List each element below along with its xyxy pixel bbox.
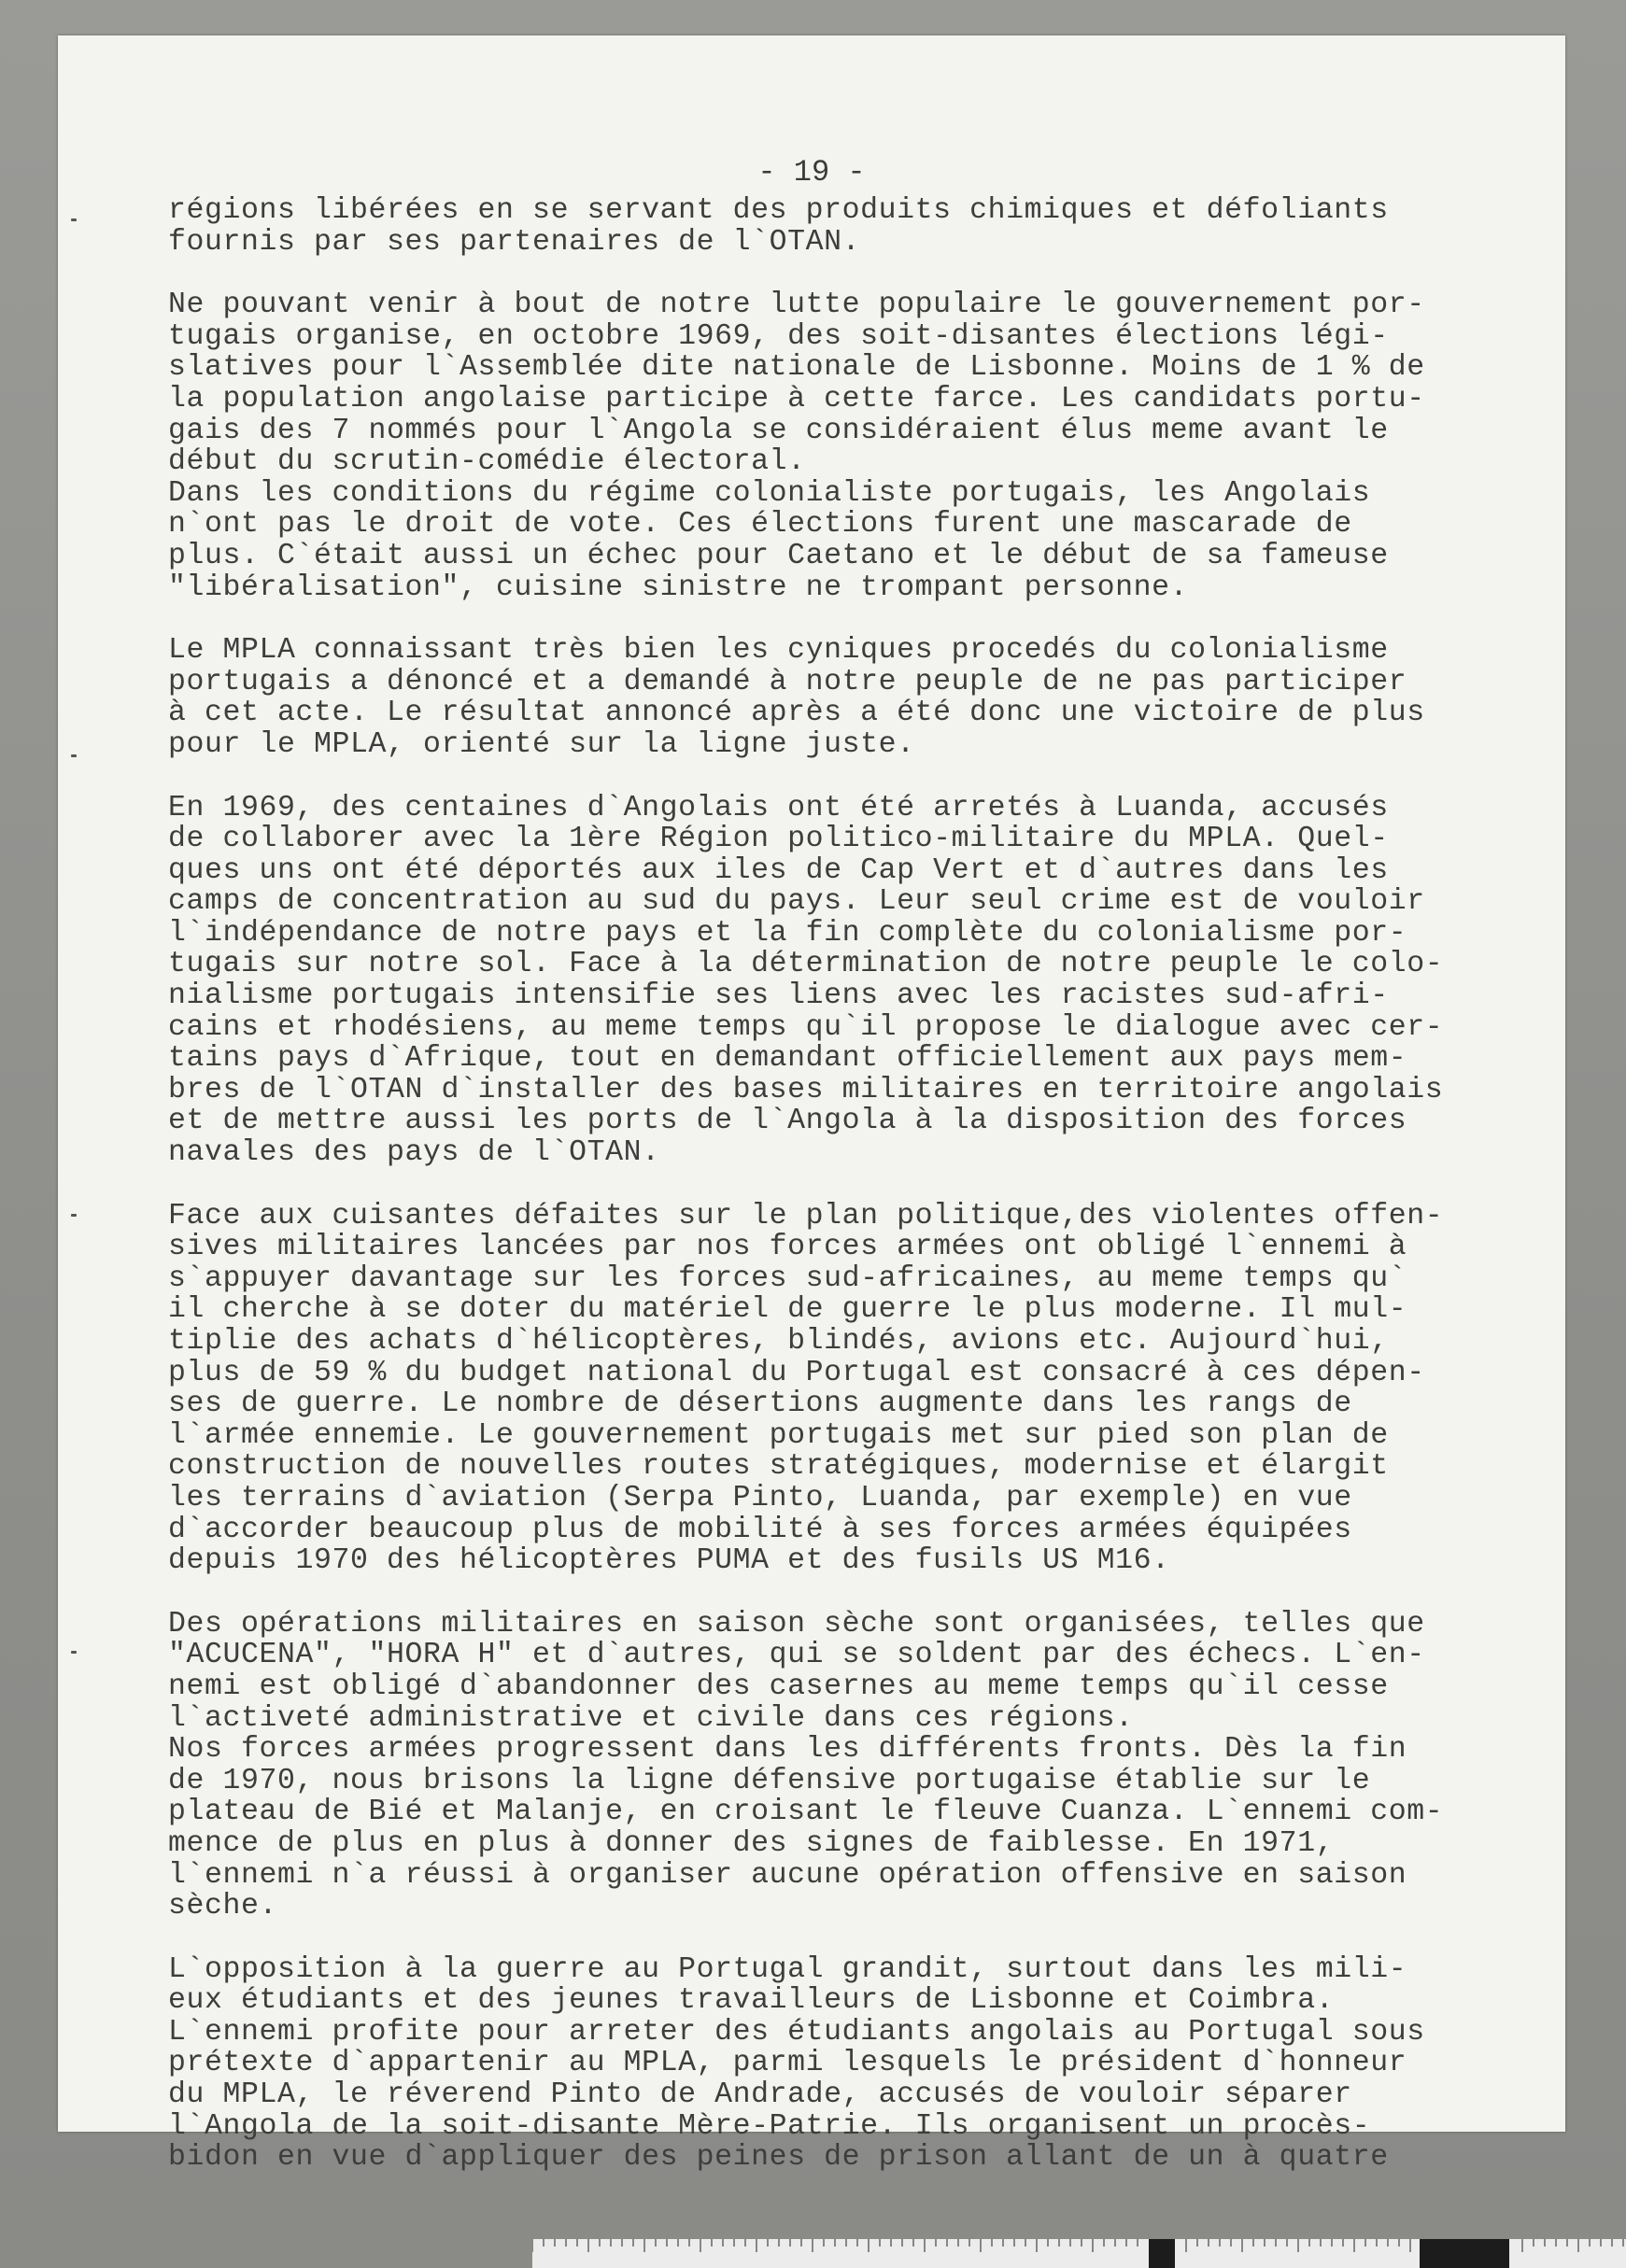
text-line: pour le MPLA, orienté sur la ligne juste. — [168, 727, 915, 761]
text-line: "libéralisation", cuisine sinistre ne trompant personne. — [168, 571, 1189, 604]
scan-ruler — [532, 2239, 1626, 2268]
text-line: Face aux cuisantes défaites sur le plan politique,des violentes offen- — [168, 1199, 1444, 1233]
paragraph-4 — [168, 793, 1532, 1169]
text-line: fournis par ses partenaires de l`OTAN. — [168, 225, 861, 259]
margin-mark — [71, 218, 77, 221]
text-line: de collaborer avec la 1ère Région politico-militaire du MPLA. Quel- — [168, 823, 1389, 856]
text-line: navales des pays de l`OTAN. — [168, 1136, 660, 1170]
text-line: bres de l`OTAN d`installer des bases militaires en territoire angolais — [168, 1073, 1444, 1106]
text-line: prétexte d`appartenir au MPLA, parmi lesquels le président d`honneur — [168, 2047, 1407, 2080]
paragraph-2 — [168, 289, 1532, 603]
text-line: cains et rhodésiens, au meme temps qu`il propose le dialogue avec cer- — [168, 1010, 1444, 1044]
text-line: Nos forces armées progressent dans les différents fronts. Dès la fin — [168, 1733, 1407, 1767]
paragraph-5 — [168, 1201, 1532, 1577]
text-line: n`ont pas le droit de vote. Ces élections furent une mascarade de — [168, 508, 1352, 542]
text-line: tugais sur notre sol. Face à la détermination de notre peuple le colo- — [168, 948, 1444, 981]
text-line: camps de concentration au sud du pays. Leur seul crime est de vouloir — [168, 885, 1425, 919]
text-line: plus de 59 % du budget national du Portugal est consacré à ces dépen- — [168, 1356, 1425, 1389]
typewritten-page — [58, 35, 1565, 2175]
document-body — [168, 195, 1532, 2205]
margin-mark — [71, 1214, 77, 1217]
text-line: régions libérées en se servant des produits chimiques et défoliants — [168, 194, 1389, 227]
paragraph-6 — [168, 1609, 1532, 1923]
page-number: - 19 - — [757, 155, 866, 190]
text-line: tains pays d`Afrique, tout en demandant officiellement aux pays mem- — [168, 1042, 1407, 1076]
text-line: ses de guerre. Le nombre de désertions augmente dans les rangs de — [168, 1388, 1352, 1421]
text-line: d`accorder beaucoup plus de mobilité à ses forces armées équipées — [168, 1513, 1352, 1546]
text-line: nialisme portugais intensifie ses liens avec les racistes sud-afri- — [168, 979, 1389, 1013]
text-line: Le MPLA connaissant très bien les cyniques procedés du colonialisme — [168, 634, 1389, 668]
text-line: début du scrutin-comédie électoral. — [168, 445, 806, 479]
text-line: et de mettre aussi les ports de l`Angola à la disposition des forces — [168, 1105, 1407, 1138]
text-line: "ACUCENA", "HORA H" et d`autres, qui se soldent par des échecs. L`en- — [168, 1639, 1425, 1672]
text-line: Ne pouvant venir à bout de notre lutte populaire le gouvernement por- — [168, 289, 1425, 322]
text-line: depuis 1970 des hélicoptères PUMA et des fusils US M16. — [168, 1544, 1170, 1578]
text-line: l`armée ennemie. Le gouvernement portugais met sur pied son plan de — [168, 1418, 1389, 1452]
text-line: l`Angola de la soit-disante Mère-Patrie. Ils organisent un procès- — [168, 2109, 1371, 2143]
text-line: tiplie des achats d`hélicoptères, blindés, avions etc. Aujourd`hui, — [168, 1325, 1389, 1358]
text-line: bidon en vue d`appliquer des peines de prison allant de un à quatre — [168, 2141, 1389, 2175]
text-line: la population angolaise participe à cette farce. Les candidats portu- — [168, 382, 1425, 416]
text-line: s`appuyer davantage sur les forces sud-africaines, au meme temps qu` — [168, 1261, 1407, 1295]
text-line: l`ennemi n`a réussi à organiser aucune opération offensive en saison — [168, 1858, 1407, 1892]
text-line: mence de plus en plus à donner des signes de faiblesse. En 1971, — [168, 1826, 1335, 1860]
text-line: portugais a dénoncé et a demandé à notre peuple de ne pas participer — [168, 665, 1407, 698]
paragraph-7 — [168, 1954, 1532, 2174]
text-line: sèche. — [168, 1890, 278, 1923]
ruler-ticks — [532, 2239, 1626, 2268]
text-line: slatives pour l`Assemblée dite nationale de Lisbonne. Moins de 1 % de — [168, 351, 1425, 385]
text-line: du MPLA, le réverend Pinto de Andrade, accusés de vouloir séparer — [168, 2078, 1352, 2112]
text-line: l`indépendance de notre pays et la fin complète du colonialisme por- — [168, 916, 1407, 950]
text-line: à cet acte. Le résultat annoncé après a été donc une victoire de plus — [168, 697, 1425, 730]
text-line: de 1970, nous brisons la ligne défensive portugaise établie sur le — [168, 1764, 1371, 1797]
text-line: tugais organise, en octobre 1969, des soit-disantes élections légi- — [168, 319, 1389, 353]
text-line: l`activeté administrative et civile dans ces régions. — [168, 1701, 1134, 1735]
text-line: Des opérations militaires en saison sèche sont organisées, telles que — [168, 1607, 1425, 1641]
text-line: construction de nouvelles routes stratégiques, modernise et élargit — [168, 1450, 1389, 1484]
text-line: gais des 7 nommés pour l`Angola se considéraient élus meme avant le — [168, 414, 1389, 447]
text-line: Dans les conditions du régime colonialiste portugais, les Angolais — [168, 476, 1371, 510]
text-line: L`ennemi profite pour arreter des étudiants angolais au Portugal sous — [168, 2015, 1425, 2049]
paragraph-1 — [168, 195, 1532, 258]
text-line: L`opposition à la guerre au Portugal grandit, surtout dans les mili- — [168, 1952, 1407, 1986]
paragraph-3 — [168, 635, 1532, 760]
margin-mark — [71, 1651, 77, 1654]
text-line: eux étudiants et des jeunes travailleurs de Lisbonne et Coimbra. — [168, 1984, 1335, 2018]
text-line: En 1969, des centaines d`Angolais ont été arretés à Luanda, accusés — [168, 791, 1389, 824]
text-line: ques uns ont été déportés aux iles de Cap Vert et d`autres dans les — [168, 853, 1389, 887]
text-line: nemi est obligé d`abandonner des casernes au meme temps qu`il cesse — [168, 1669, 1389, 1703]
text-line: il cherche à se doter du matériel de guerre le plus moderne. Il mul- — [168, 1293, 1407, 1327]
text-line: plus. C`était aussi un échec pour Caetano et le début de sa fameuse — [168, 539, 1389, 572]
margin-mark — [71, 754, 77, 757]
text-line: sives militaires lancées par nos forces armées ont obligé l`ennemi à — [168, 1231, 1407, 1264]
text-line: plateau de Bié et Malanje, en croisant le fleuve Cuanza. L`ennemi com- — [168, 1796, 1444, 1829]
text-line: les terrains d`aviation (Serpa Pinto, Luanda, par exemple) en vue — [168, 1481, 1352, 1514]
